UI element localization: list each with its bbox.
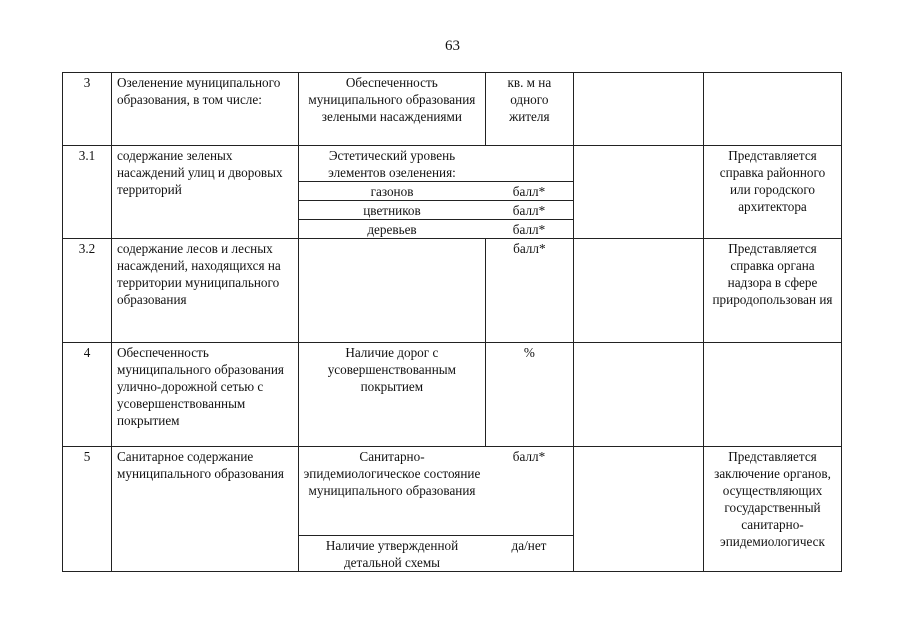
row-subtable-cell xyxy=(299,146,574,239)
row-name: Обеспеченность муниципального образования улично-дорожной сетью с усовершенствованным покрытием xyxy=(112,343,299,447)
row-source: Представляется справка районного или городского архитектора xyxy=(704,146,842,239)
row-unit: кв. м на одного жителя xyxy=(485,73,573,146)
row-name: содержание лесов и лесных насаждений, находящихся на территории муниципального образования xyxy=(112,239,299,343)
row-number: 5 xyxy=(63,447,112,572)
sub-header: Эстетический уровень элементов озеленения: xyxy=(299,146,485,182)
row-value xyxy=(574,239,704,343)
row-number: 3.1 xyxy=(63,146,112,239)
sub-unit: балл* xyxy=(512,222,546,237)
row-number: 3.2 xyxy=(63,239,112,343)
sub-label: деревьев xyxy=(367,222,417,237)
sub-unit: балл* xyxy=(485,447,573,535)
row-value xyxy=(574,343,704,447)
table-row xyxy=(63,239,842,343)
table-row xyxy=(63,146,842,239)
row-source: Представляется справка органа надзора в сфере природопользован ия xyxy=(704,239,842,343)
row-name: Санитарное содержание муниципального образования xyxy=(112,447,299,572)
sub-header-unit xyxy=(485,146,573,182)
row-value xyxy=(574,73,704,146)
table-row xyxy=(63,447,842,572)
sub-label: газонов xyxy=(299,182,485,201)
table-row xyxy=(63,73,842,146)
sub-indicator: Санитарно-эпидемиологическое состояние муниципального образования xyxy=(299,447,485,535)
row-subtable xyxy=(299,447,573,571)
page-number: 63 xyxy=(445,38,460,54)
row-name: содержание зеленых насаждений улиц и дворовых территорий xyxy=(112,146,299,239)
row-number: 3 xyxy=(63,73,112,146)
row-value xyxy=(574,447,704,572)
row-value xyxy=(574,146,704,239)
row-name: Озеленение муниципального образования, в том числе: xyxy=(112,73,299,146)
row-source xyxy=(704,73,842,146)
sub-unit: да/нет xyxy=(511,537,547,553)
row-indicator: Обеспеченность муниципального образования зелеными насаждениями xyxy=(299,73,486,146)
sub-unit: балл* xyxy=(485,182,573,201)
row-subtable xyxy=(299,146,573,238)
criteria-table xyxy=(62,72,842,572)
sub-indicator: Наличие утвержденной детальной схемы xyxy=(325,537,459,570)
row-unit: балл* xyxy=(485,239,573,343)
row-indicator: Наличие дорог с усовершенствованным покрытием xyxy=(299,343,486,447)
row-number: 4 xyxy=(63,343,112,447)
sub-unit: балл* xyxy=(485,201,573,220)
table-row xyxy=(63,343,842,447)
row-source xyxy=(704,343,842,447)
row-unit: % xyxy=(485,343,573,447)
row-source: Представляется заключение органов, осуществляющих государственный санитарно-эпидемиологическ xyxy=(704,447,842,572)
row-subtable-cell xyxy=(299,447,574,572)
sub-label: цветников xyxy=(299,201,485,220)
row-indicator xyxy=(299,239,486,343)
